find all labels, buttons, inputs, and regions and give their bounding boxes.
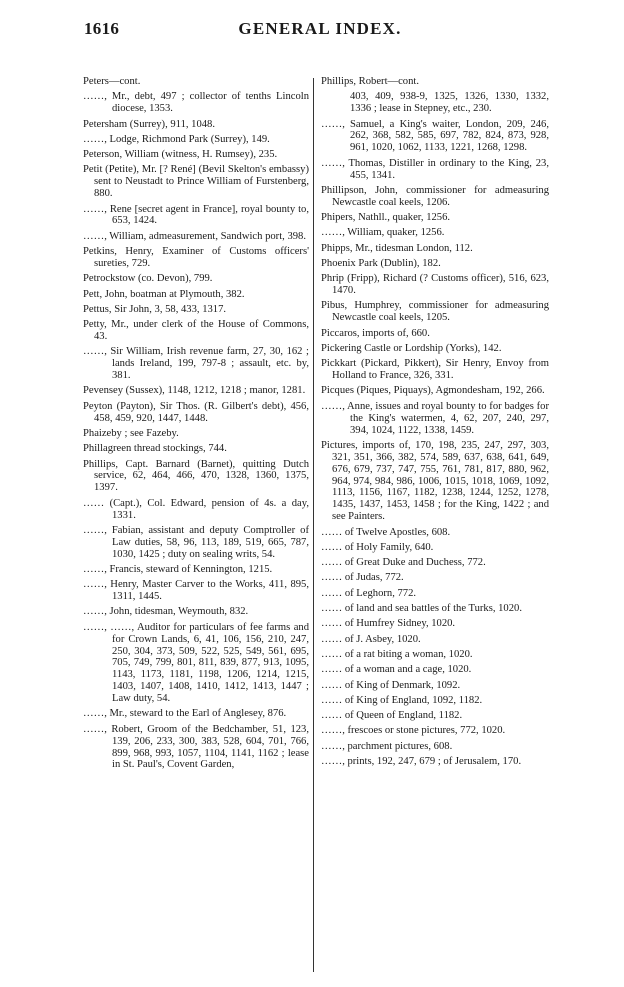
index-entry: Picques (Piques, Piquays), Agmondesham, 192, 266.: [321, 385, 545, 397]
index-entry: Phillipson, John, commissioner for admeasuring Newcastle coal keels, 1206.: [321, 184, 549, 208]
index-entry: ……, Thomas, Distiller in ordinary to the King, 23, 455, 1341.: [321, 157, 549, 181]
index-entry: ……, William, quaker, 1256.: [321, 227, 445, 239]
index-entry: ……, Henry, Master Carver to the Works, 411, 895, 1311, 1445.: [83, 579, 309, 603]
index-entry: Phaizeby ; see Fazeby.: [83, 427, 179, 439]
index-entry: …… of Twelve Apostles, 608.: [321, 526, 451, 538]
index-entry: ……, Anne, issues and royal bounty to for badges for the King's watermen, 4, 62, 207, 240, 297, 394, 1024, 1122, 1338, 1459.: [321, 400, 549, 436]
column-divider: [313, 78, 314, 972]
index-entry: ……, Mr., steward to the Earl of Anglesey, 876.: [83, 708, 287, 720]
index-entry: Pevensey (Sussex), 1148, 1212, 1218 ; manor, 1281.: [83, 385, 306, 397]
index-entry: …… of land and sea battles of the Turks, 1020.: [321, 603, 522, 615]
index-entry: ……, Robert, Groom of the Bedchamber, 51, 123, 139, 206, 233, 300, 383, 528, 604, 701, 766, 899, 968, 993, 1057, 1104, 1141, 1162 ; lease in St. Paul's, Covent Garden,: [83, 723, 309, 771]
index-entry: Petrockstow (co. Devon), 799.: [83, 273, 213, 285]
index-entry: Phoenix Park (Dublin), 182.: [321, 257, 441, 269]
running-title: GENERAL INDEX.: [238, 19, 402, 38]
index-entry: …… of Judas, 772.: [321, 572, 404, 584]
index-entry: ……, Francis, steward of Kennington, 1215.: [83, 563, 273, 575]
index-entry: …… (Capt.), Col. Edward, pension of 4s. a day, 1331.: [83, 497, 309, 521]
index-entry: Peterson, William (witness, H. Rumsey), 235.: [83, 149, 278, 161]
index-entry: Pettus, Sir John, 3, 58, 433, 1317.: [83, 303, 227, 315]
index-entry: Pickkart (Pickard, Pikkert), Sir Henry, Envoy from Holland to France, 326, 331.: [321, 358, 549, 382]
index-entry: Phillips, Robert—cont.: [321, 76, 419, 87]
index-column-left: [83, 76, 309, 775]
index-entry: Pictures, imports of, 170, 198, 235, 247, 297, 303, 321, 351, 366, 382, 574, 589, 637, 638, 641, 649, 676, 679, 737, 747, 755, 761, 781, 817, 880, 962, 964, 974, 984, 986, 1006, 1015, 1018, 1069, 1092, 1113, 1156, 1167, 1182, 1238, 1244, 1252, 1278, 1435, 1437, 1453, 1458 ; for the King, 1422 ; and see Painters.: [321, 439, 549, 523]
index-entry: …… of King of Denmark, 1092.: [321, 679, 461, 691]
index-entry: …… of Leghorn, 772.: [321, 587, 417, 599]
index-entry: Phipps, Mr., tidesman London, 112.: [321, 242, 473, 254]
index-entry: 403, 409, 938-9, 1325, 1326, 1330, 1332, 1336 ; lease in Stepney, etc., 230.: [350, 91, 549, 115]
index-entry: …… of Great Duke and Duchess, 772.: [321, 557, 486, 569]
index-entry: Petty, Mr., under clerk of the House of Commons, 43.: [83, 319, 309, 342]
index-entry: Pickering Castle or Lordship (Yorks), 142.: [321, 342, 502, 354]
index-entry: ……, Fabian, assistant and deputy Comptroller of Law duties, 58, 96, 113, 189, 519, 665, 787, 1030, 1425 ; duty on sealing writs, 54.: [83, 524, 309, 560]
index-entry: …… of Queen of England, 1182.: [321, 710, 463, 722]
index-entry: Phillips, Capt. Barnard (Barnet), quitting Dutch service, 62, 464, 466, 470, 1328, 1360, 1375, 1397.: [83, 458, 309, 494]
index-entry: …… of a rat biting a woman, 1020.: [321, 648, 473, 660]
index-entry: …… of Holy Family, 640.: [321, 541, 434, 553]
index-entry: ……, Lodge, Richmond Park (Surrey), 149.: [83, 133, 270, 145]
index-entry: ……, frescoes or stone pictures, 772, 1020.: [321, 725, 506, 737]
index-entry: ……, William, admeasurement, Sandwich port, 398.: [83, 230, 306, 242]
page-header: [84, 19, 556, 49]
index-entry: ……, Rene [secret agent in France], royal bounty to, 653, 1424.: [83, 203, 309, 227]
index-entry: Piccaros, imports of, 660.: [321, 327, 430, 339]
index-entry: ……, prints, 192, 247, 679 ; of Jerusalem, 170.: [321, 756, 522, 767]
index-entry: Petit (Petite), Mr. [? René] (Bevil Skelton's embassy) sent to Neustadt to Prince William of Furstenberg, 880.: [83, 164, 309, 200]
index-entry: ……, ……, Auditor for particulars of fee farms and for Crown Lands, 6, 41, 106, 156, 210, 247, 250, 304, 373, 509, 522, 525, 549, 561, 695, 705, 749, 799, 801, 811, 839, 877, 913, 1095, 1143, 1173, 1181, 1198, 1206, 1214, 1215, 1403, 1407, 1408, 1410, 1412, 1413, 1447 ; Law duty, 54.: [83, 621, 309, 705]
index-entry: Pett, John, boatman at Plymouth, 382.: [83, 288, 245, 300]
index-entry: …… of Humfrey Sidney, 1020.: [321, 618, 456, 630]
index-entry: Peyton (Payton), Sir Thos. (R. Gilbert's debt), 456, 458, 459, 920, 1447, 1448.: [83, 400, 309, 424]
index-entry: ……, parchment pictures, 608.: [321, 740, 453, 752]
index-entry: ……, John, tidesman, Weymouth, 832.: [83, 606, 249, 618]
index-entry: ……, Mr., debt, 497 ; collector of tenths Lincoln diocese, 1353.: [83, 91, 309, 115]
index-column-right: [321, 76, 549, 771]
index-entry: …… of J. Asbey, 1020.: [321, 633, 421, 645]
index-entry: ……, Samuel, a King's waiter, London, 209, 246, 262, 368, 582, 585, 697, 782, 824, 873, 928, 961, 1020, 1062, 1133, 1221, 1268, 1298.: [321, 118, 549, 154]
index-entry: …… of King of England, 1092, 1182.: [321, 694, 483, 706]
index-entry: Phipers, Nathll., quaker, 1256.: [321, 212, 451, 224]
page-number: 1616: [84, 19, 120, 38]
index-entry: Pibus, Humphrey, commissioner for admeasuring Newcastle coal keels, 1205.: [321, 300, 549, 324]
index-entry: Petkins, Henry, Examiner of Customs officers' sureties, 729.: [83, 246, 309, 269]
index-entry: Phillagreen thread stockings, 744.: [83, 443, 227, 455]
index-entry: …… of a woman and a cage, 1020.: [321, 664, 472, 676]
index-entry: Petersham (Surrey), 911, 1048.: [83, 118, 216, 130]
index-entry: ……, Sir William, Irish revenue farm, 27, 30, 162 ; lands Ireland, 199, 797-8 ; assault, etc. by, 381.: [83, 346, 309, 382]
index-entry: Peters—cont.: [83, 76, 141, 87]
index-entry: Phrip (Fripp), Richard (? Customs officer), 516, 623, 1470.: [321, 273, 549, 297]
